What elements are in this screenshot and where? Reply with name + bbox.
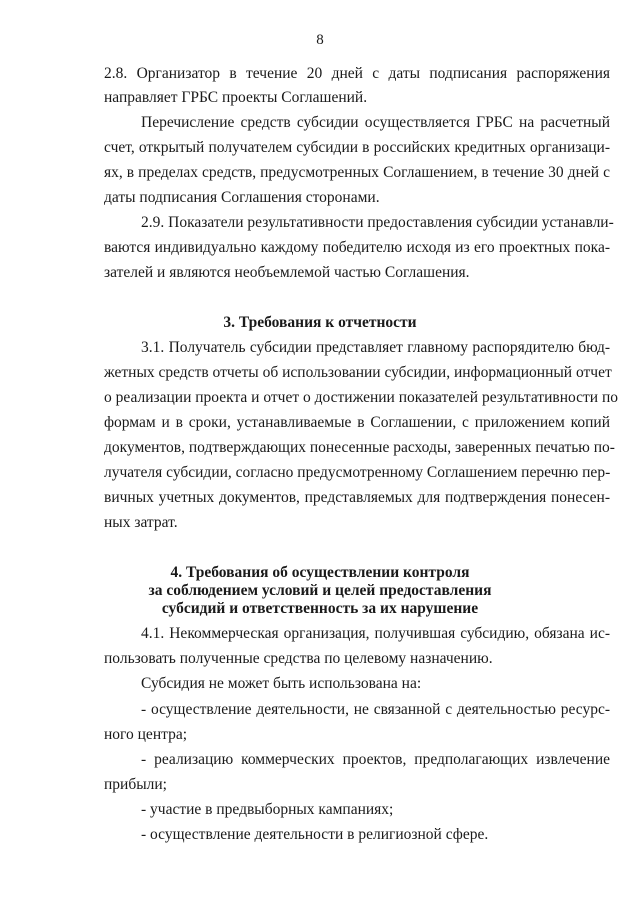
paragraph-line: 2.8. Организатор в течение 20 дней с даты подписания распоряжения xyxy=(104,65,610,82)
paragraph-line: прибыли; xyxy=(104,776,167,793)
paragraph-line: - осуществление деятельности, не связанной с деятельностью ресурс- xyxy=(141,701,610,718)
paragraph-line: формам и в сроки, устанавливаемые в Соглашении, с приложением копий xyxy=(104,414,610,431)
paragraph-line: 3.1. Получатель субсидии представляет главному распорядителю бюд- xyxy=(141,339,610,356)
paragraph-line: документов, подтверждающих понесенные расходы, заверенных печатью по- xyxy=(104,439,615,456)
paragraph-line: 4.1. Некоммерческая организация, получившая субсидию, обязана ис- xyxy=(141,625,610,642)
paragraph-line: направляет ГРБС проекты Соглашений. xyxy=(104,89,368,106)
paragraph-line: лучателя субсидии, согласно предусмотренному Соглашением перечню пер- xyxy=(104,464,611,481)
paragraph-line: жетных средств отчеты об использовании субсидии, информационный отчет xyxy=(104,364,612,381)
paragraph-line: ях, в пределах средств, предусмотренных Соглашением, в течение 30 дней с xyxy=(104,164,610,181)
paragraph-line: - реализацию коммерческих проектов, предполагающих извлечение xyxy=(141,751,610,768)
section-heading-line: субсидий и ответственность за их нарушение xyxy=(161,600,479,617)
paragraph-line: 2.9. Показатели результативности предоставления субсидии устанавли- xyxy=(141,214,614,231)
paragraph-line: ных затрат. xyxy=(104,514,178,531)
paragraph-line: вичных учетных документов, представляемых для подтверждения понесен- xyxy=(104,489,610,506)
section-heading-line: 4. Требования об осуществлении контроля xyxy=(170,564,470,581)
paragraph-line: - осуществление деятельности в религиозной сфере. xyxy=(141,826,489,843)
paragraph-line: счет, открытый получателем субсидии в российских кредитных организаци- xyxy=(104,139,610,156)
section-heading-line: за соблюдением условий и целей предоставления xyxy=(148,582,492,599)
paragraph-line: - участие в предвыборных кампаниях; xyxy=(141,801,394,818)
paragraph-line: ваются индивидуально каждому победителю исходя из его проектных пока- xyxy=(104,239,610,256)
section-heading-line: 3. Требования к отчетности xyxy=(223,314,417,331)
paragraph-line: даты подписания Соглашения сторонами. xyxy=(104,189,380,206)
paragraph-line: Субсидия не может быть использована на: xyxy=(141,675,422,692)
paragraph-line: Перечисление средств субсидии осуществляется ГРБС на расчетный xyxy=(141,114,610,131)
paragraph-line: зателей и являются необъемлемой частью Соглашения. xyxy=(104,264,470,281)
paragraph-line: пользовать полученные средства по целевому назначению. xyxy=(104,650,493,667)
paragraph-line: ного центра; xyxy=(104,726,188,743)
page-number: 8 xyxy=(316,32,324,48)
paragraph-line: о реализации проекта и отчет о достижении показателей результативности по xyxy=(104,389,618,406)
